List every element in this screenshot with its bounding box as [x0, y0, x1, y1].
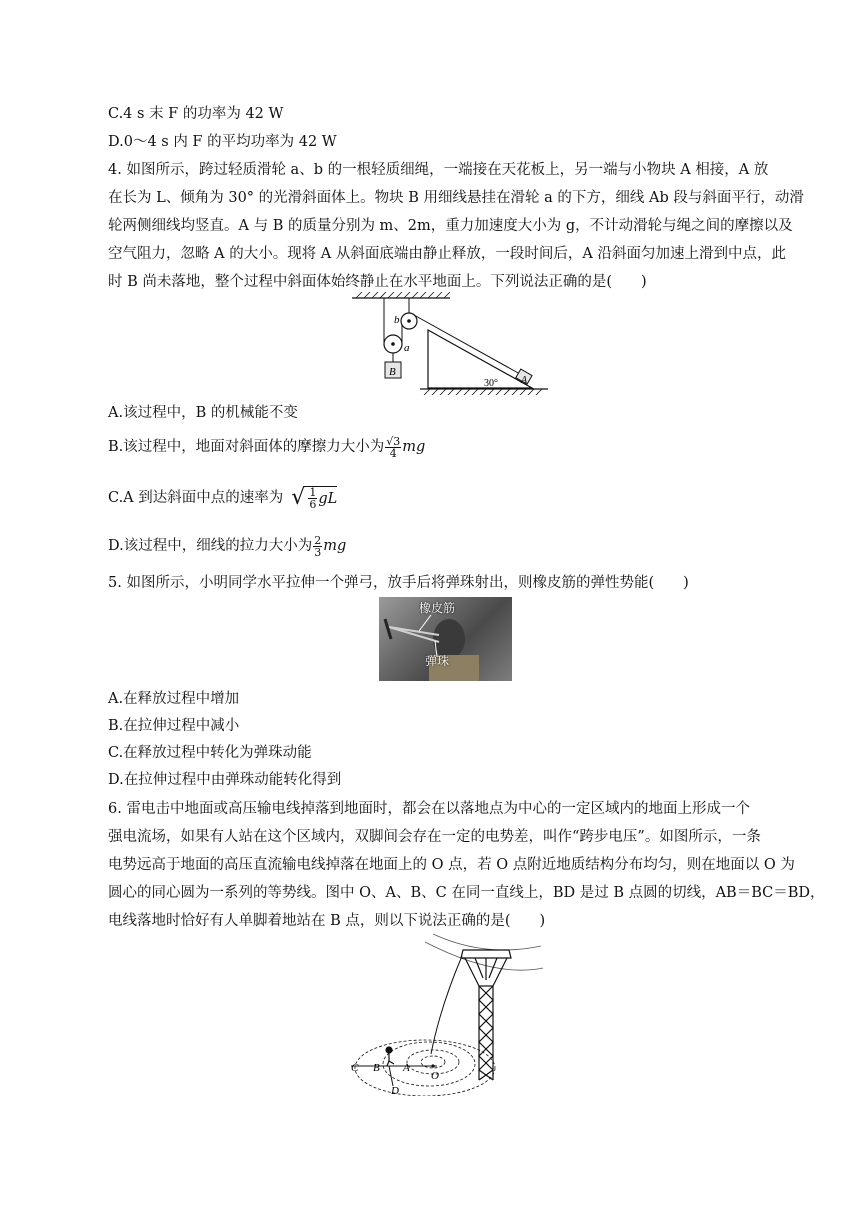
label-block-b: B: [389, 366, 396, 378]
q5-stem: 5. 如图所示，小明同学水平拉伸一个弹弓，放手后将弹珠射出，则橡皮筋的弹性势能( ): [108, 575, 689, 591]
q4-option-b-prefix: B.该过程中，地面对斜面体的摩擦力大小为: [108, 439, 385, 455]
q6-power-line-figure: [345, 928, 545, 1096]
pulley-b-axle: [407, 319, 411, 323]
q6-stem-line: 6. 雷电击中地面或高压输电线掉落到地面时，都会在以落地点为中心的一定区域内的地面上形成一个: [108, 801, 750, 817]
radical-sign-icon: √: [291, 485, 306, 510]
tangent-bd: [389, 1066, 393, 1086]
q4-option-b: [108, 432, 425, 462]
q4-option-b-fraction: [385, 436, 401, 459]
incline: [428, 330, 532, 388]
q6-stem-line: 圆心的同心圆为一系列的等势线。图中 O、A、B、C 在同一直线上，BD 是过 B 点圆的切线，AB＝BC＝BD，: [108, 885, 825, 901]
label-d: D: [391, 1085, 399, 1096]
power-tower: [461, 950, 511, 1080]
q4-stem: [108, 156, 804, 296]
fraction-numerator: 2: [314, 533, 322, 547]
q4-option-b-suffix: mg: [402, 439, 426, 455]
q4-stem-line: 轮两侧细线均竖直。A 与 B 的质量分别为 m、2m，重力加速度大小为 g，不计动滑轮与绳之间的摩擦以及: [108, 218, 793, 234]
q4-stem-line: 在长为 L、倾角为 30° 的光滑斜面体上。物块 B 用细线悬挂在滑轮 a 的下方，细线 Ab 段与斜面平行，动滑: [108, 190, 804, 206]
q4-stem-line: 空气阻力，忽略 A 的大小。现将 A 从斜面底端由静止释放，一段时间后，A 沿斜面匀加速上滑到中点，此: [108, 246, 786, 262]
q4-stem-line: 4. 如图所示，跨过轻质滑轮 a、b 的一根轻质细绳，一端接在天花板上，另一端与小物块 A 相接，A 放: [108, 162, 769, 178]
label-angle: 30°: [484, 378, 498, 389]
fallen-wire: [431, 956, 462, 1054]
point-o: [431, 1064, 434, 1067]
label-b: B: [373, 1062, 380, 1074]
label-a: A: [403, 1062, 410, 1074]
q4-option-c-fraction: [308, 487, 317, 510]
q6-stem-line: 电线落地时恰好有人单脚着地站在 B 点，则以下说法正确的是( ): [108, 913, 546, 929]
q5-option-a: A.在释放过程中增加: [108, 691, 240, 707]
label-a: a: [404, 342, 410, 354]
q5-option-b: B.在拉伸过程中减小: [108, 718, 240, 734]
q4-option-c-prefix: C.A 到达斜面中点的速率为: [108, 490, 284, 506]
q4-stem-line: 时 B 尚未落地，整个过程中斜面体始终静止在水平地面上。下列说法正确的是( ): [108, 274, 647, 290]
q4-pulley-incline-figure: [350, 292, 550, 400]
person-figure: [386, 1047, 394, 1066]
fraction-denominator: 3: [314, 545, 322, 559]
q5-option-c: C.在释放过程中转化为弹珠动能: [108, 745, 312, 761]
q4-option-d-suffix: mg: [323, 538, 347, 554]
label-b: b: [394, 314, 400, 326]
pulley-a-axle: [391, 342, 395, 346]
label-marble: 弹珠: [425, 654, 450, 668]
q5-option-d: D.在拉伸过程中由弹珠动能转化得到: [108, 772, 342, 788]
fraction-denominator: 4: [389, 446, 397, 460]
fraction-denominator: 6: [309, 498, 317, 511]
q6-stem-line: 电势远高于地面的高压直流输电线掉落在地面上的 O 点，若 O 点附近地质结构分布均匀，则在地面以 O 为: [108, 857, 795, 873]
q4-option-c: [108, 482, 337, 514]
q4-option-c-suffix: gL: [318, 490, 338, 507]
q4-option-a: A.该过程中，B 的机械能不变: [108, 405, 298, 421]
slingshot-photo: [379, 597, 512, 681]
q3-option-d: D.0～4 s 内 F 的平均功率为 42 W: [108, 134, 337, 150]
fraction-numerator: √3: [386, 434, 401, 448]
q3-option-c: C.4 s 末 F 的功率为 42 W: [108, 106, 284, 122]
q4-option-d-fraction: [313, 535, 322, 558]
ceiling-hatch: [356, 292, 450, 298]
label-rubber-band: 橡皮筋: [419, 601, 456, 615]
q6-stem: [108, 795, 825, 935]
ground-hatch: [424, 389, 542, 395]
label-block-a: A: [521, 375, 528, 386]
sqrt-body: [305, 486, 337, 510]
q4-option-d: [108, 531, 346, 561]
q6-stem-line: 强电流场，如果有人站在这个区域内，双脚间会存在一定的电势差，叫作“跨步电压”。如图所示，一条: [108, 829, 761, 845]
fraction-numerator: 1: [309, 486, 317, 499]
label-o: O: [431, 1070, 439, 1082]
label-c: C: [351, 1062, 359, 1074]
q4-option-c-sqrt: [291, 486, 337, 510]
q4-option-d-prefix: D.该过程中，细线的拉力大小为: [108, 538, 313, 554]
